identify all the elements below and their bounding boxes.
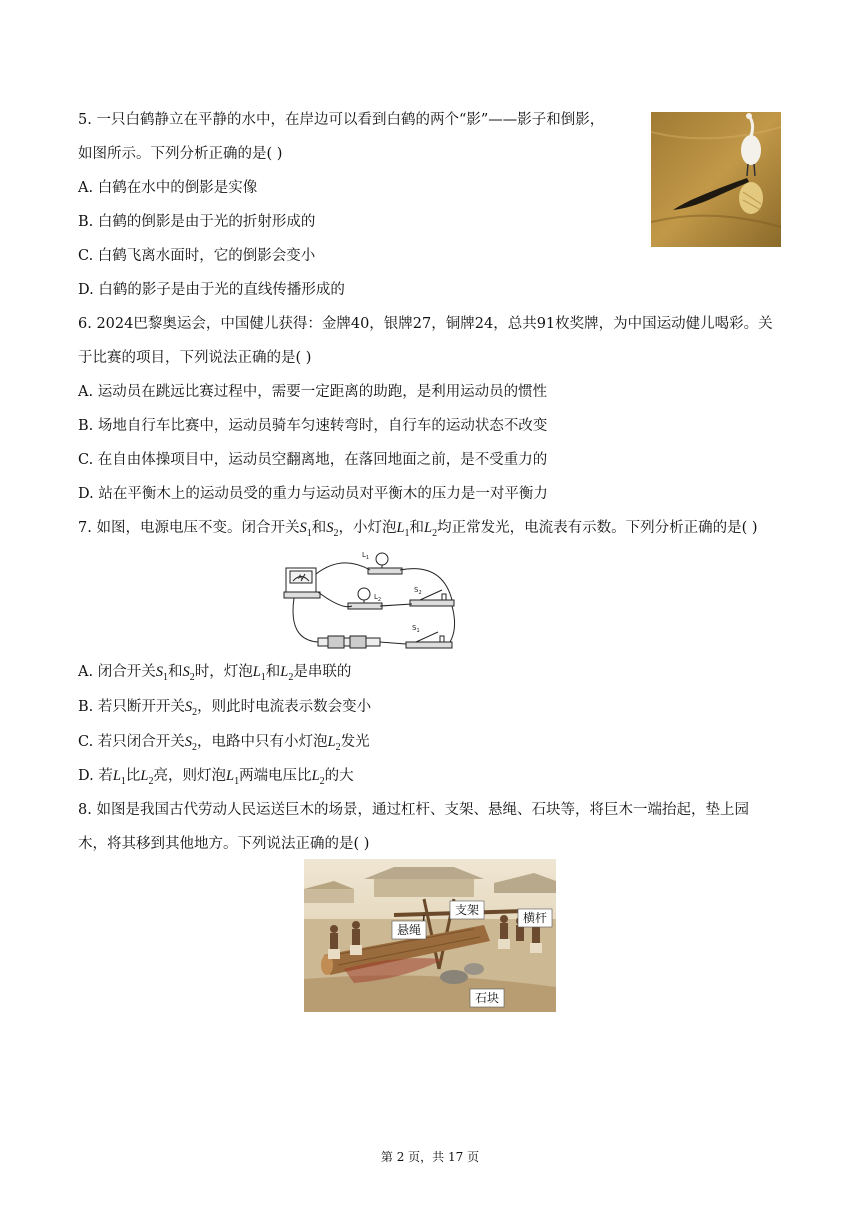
label-rope: 悬绳 xyxy=(396,923,422,937)
q5-option-b: B. 白鹤的倒影是由于光的折射形成的 xyxy=(78,214,316,230)
svg-text:L1 xyxy=(362,551,369,561)
crane-reflection-photo xyxy=(651,112,781,247)
q7-option-d: D. 若$L_1$比$L_2$亮，则灯泡$L_1$两端电压比$L_2$的大 xyxy=(78,768,354,787)
q5-stem-line1: 5. 一只白鹤静立在平静的水中，在岸边可以看到白鹤的两个“影”——影子和倒影， xyxy=(78,112,605,128)
q6-option-d: D. 站在平衡木上的运动员受的重力与运动员对平衡木的压力是一对平衡力 xyxy=(78,486,548,502)
circuit-l1: L xyxy=(362,551,366,559)
q8-stem-line1: 8. 如图是我国古代劳动人民运送巨木的场景，通过杠杆、支架、悬绳、石块等，将巨木一端抬起，垫上园 xyxy=(78,802,749,818)
q7-option-b: B. 若只断开开关$S_2$，则此时电流表示数会变小 xyxy=(78,699,372,718)
q6-option-c: C. 在自由体操项目中，运动员空翻离地，在落回地面之前，是不受重力的 xyxy=(78,452,548,468)
label-support: 支架 xyxy=(454,903,480,917)
q8-stem-line2: 木，将其移到其他地方。下列说法正确的是( ) xyxy=(78,836,370,852)
svg-text:S1 xyxy=(412,624,420,634)
q7-option-c: C. 若只闭合开关$S_2$，电路中只有小灯泡$L_2$发光 xyxy=(78,734,370,753)
q5-stem-line2: 如图所示。下列分析正确的是( ) xyxy=(78,146,283,162)
circuit-l2: L xyxy=(374,593,378,601)
circuit-s2: S xyxy=(414,586,419,594)
q6-stem-line2: 于比赛的项目，下列说法正确的是( ) xyxy=(78,350,312,366)
circuit-l1-sub: 1 xyxy=(365,555,370,561)
q5-option-d: D. 白鹤的影子是由于光的直线传播形成的 xyxy=(78,282,345,298)
page-footer: 第 2 页，共 17 页 xyxy=(380,1150,480,1164)
label-stone: 石块 xyxy=(474,991,500,1005)
q7-option-a: A. 闭合开关$S_1$和$S_2$时，灯泡$L_1$和$L_2$是串联的 xyxy=(78,664,352,683)
q6-option-b: B. 场地自行车比赛中，运动员骑车匀速转弯时，自行车的运动状态不改变 xyxy=(78,418,548,434)
label-lever: 横杆 xyxy=(522,911,548,925)
bulb-l1-icon xyxy=(365,553,402,574)
q5-option-a: A. 白鹤在水中的倒影是实像 xyxy=(78,180,258,196)
q6-option-a: A. 运动员在跳远比赛过程中，需要一定距离的助跑，是利用运动员的惯性 xyxy=(78,384,548,400)
svg-text:L2 xyxy=(374,593,381,603)
circuit-l2-sub: 2 xyxy=(377,597,382,603)
battery-icon xyxy=(318,636,380,648)
svg-text:S2 xyxy=(414,586,422,596)
q5-option-c: C. 白鹤飞离水面时，它的倒影会变小 xyxy=(78,248,316,264)
meter-label: A xyxy=(298,574,303,581)
ancient-log-transport-illustration xyxy=(304,859,556,1012)
circuit-s1: S xyxy=(412,624,417,632)
circuit-s1-sub: 1 xyxy=(416,628,420,634)
ammeter-icon xyxy=(284,568,320,598)
circuit-s2-sub: 2 xyxy=(418,590,422,596)
q6-stem-line1: 6. 2024巴黎奥运会，中国健儿获得：金牌40，银牌27，铜牌24，总共91枚奖牌，为中国运动健儿喝彩。关 xyxy=(78,316,773,332)
switch-s1-icon xyxy=(406,632,452,648)
circuit-diagram xyxy=(282,548,462,656)
q7-stem: 7. 如图，电源电压不变。闭合开关$S_1$和$S_2$，小灯泡$L_1$和$L_2$均正常发光，电流表有示数。下列分析正确的是( ) xyxy=(78,520,758,539)
